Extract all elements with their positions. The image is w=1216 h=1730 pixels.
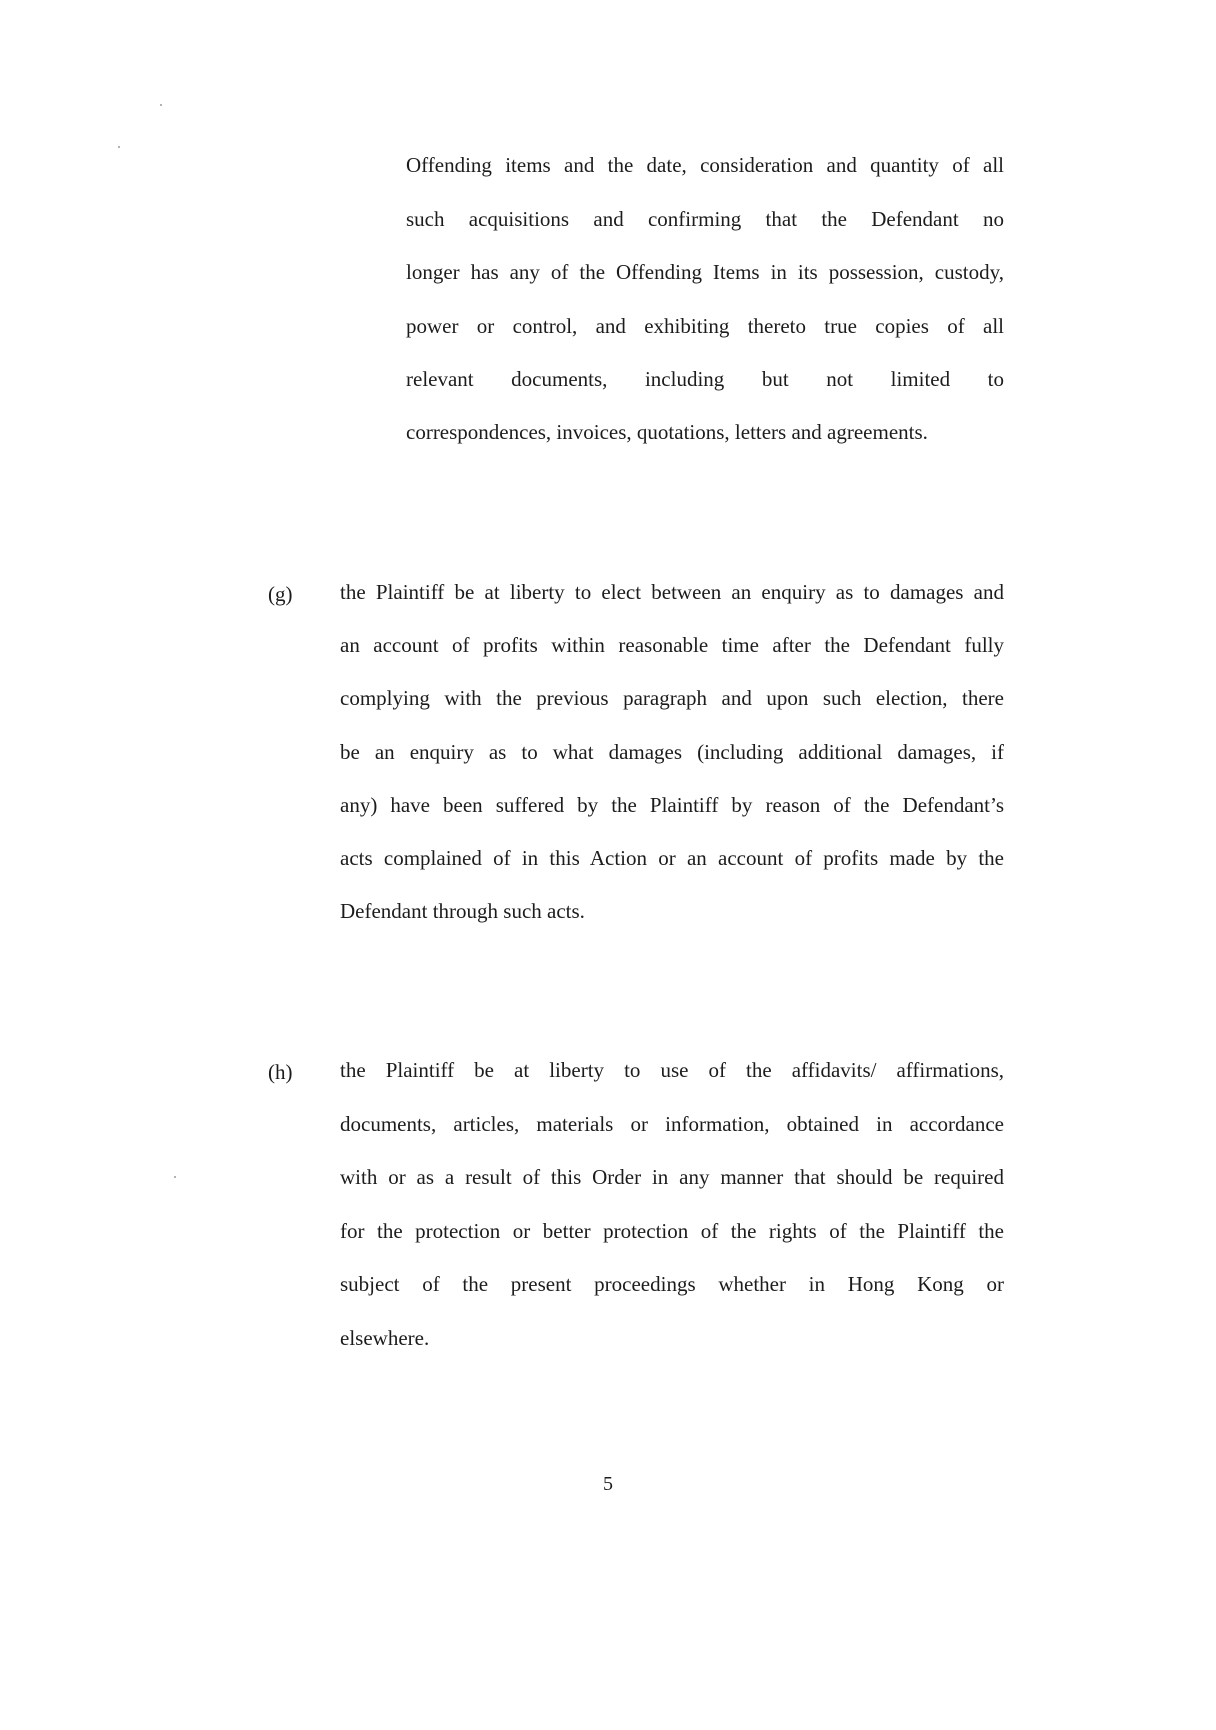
paragraph-line: Defendant through such acts. [340, 899, 585, 923]
paragraph-line: power or control, and exhibiting thereto true copies of all [406, 314, 1004, 338]
paragraph-line: documents, articles, materials or information, obtained in accordance [340, 1112, 1004, 1136]
scan-speck [160, 104, 162, 106]
paragraph-line: complying with the previous paragraph and upon such election, there [340, 686, 1004, 710]
paragraph-line: relevant documents, including but not limited to [406, 367, 1004, 391]
paragraph-line: for the protection or better protection of the rights of the Plaintiff the [340, 1219, 1004, 1243]
paragraph-line: correspondences, invoices, quotations, letters and agreements. [406, 420, 928, 444]
paragraph-line: the Plaintiff be at liberty to use of the affidavits/ affirmations, [340, 1058, 1004, 1082]
paragraph-line: the Plaintiff be at liberty to elect between an enquiry as to damages and [340, 580, 1004, 604]
page-number: 5 [603, 1473, 613, 1495]
paragraph-line: Offending items and the date, consideration and quantity of all [406, 153, 1004, 177]
paragraph-marker: (h) [268, 1060, 293, 1084]
paragraph-line: be an enquiry as to what damages (including additional damages, if [340, 740, 1004, 764]
scan-speck [174, 1176, 176, 1178]
paragraph-line: elsewhere. [340, 1326, 430, 1350]
paragraph-line: an account of profits within reasonable time after the Defendant fully [340, 633, 1004, 657]
paragraph-marker: (g) [268, 582, 293, 606]
paragraph-line: subject of the present proceedings whether in Hong Kong or [340, 1272, 1004, 1296]
paragraph-line: such acquisitions and confirming that the Defendant no [406, 207, 1004, 231]
paragraph-line: acts complained of in this Action or an account of profits made by the [340, 846, 1004, 870]
paragraph-line: any) have been suffered by the Plaintiff by reason of the Defendant’s [340, 793, 1004, 817]
paragraph-line: with or as a result of this Order in any manner that should be required [340, 1165, 1004, 1189]
scan-speck [118, 146, 120, 148]
paragraph-line: longer has any of the Offending Items in its possession, custody, [406, 260, 1004, 284]
